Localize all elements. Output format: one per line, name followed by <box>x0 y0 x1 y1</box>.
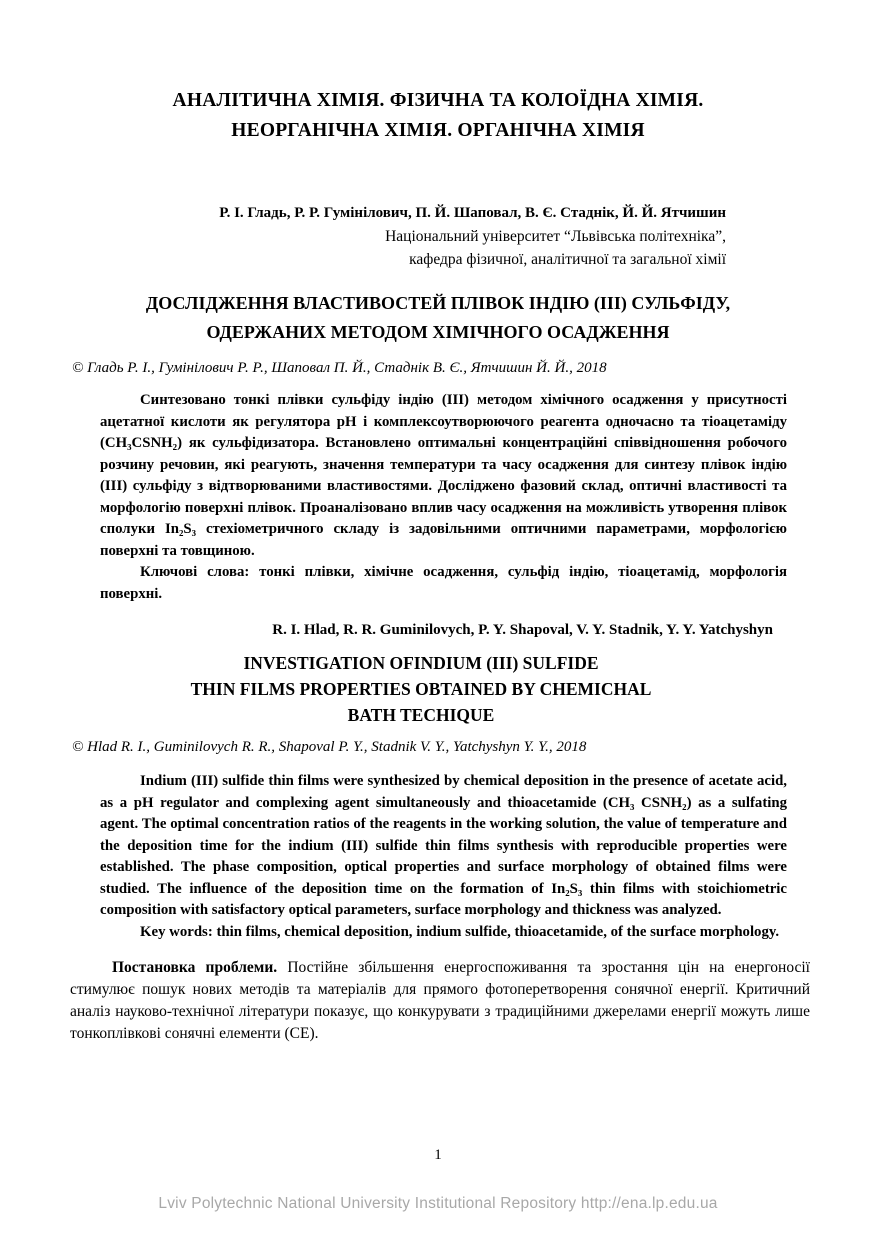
abstract-uk-text: Синтезовано тонкі плівки сульфіду індію (III) методом хімічного осадження у присутності ацетатної кислоти як регулятора pH і комплексоутворюючого реагента одночасно та тіоацетаміду (CH₃CSNH₂) як сульфідизатора. Встановлено оптимальні концентраційні співвідношення робочого розчину речовин, які реагують, значення температури та часу осадження для синтезу плівок індію (III) сульфіду з відтворюваними властивостями. Досліджено фазовий склад, оптичні властивості та морфологію поверхні плівок. Проаналізовано вплив часу осадження на можливість утворення плівок сполуки In₂S₃ стехіометричного складу із задовільними оптичними параметрами, морфологією поверхні та товщиною. <box>100 392 787 559</box>
copyright-en: © Hlad R. I., Guminilovych R. R., Shapoval P. Y., Stadnik V. Y., Yatchyshyn Y. Y., 2018 <box>72 739 587 755</box>
abstract-en-text: Indium (III) sulfide thin films were synthesized by chemical deposition in the presence of acetate acid, as a pH regulator and complexing agent simultaneously and thioacetamide (CH₃ CSNH₂) as a sulfating agent. The optimal concentration ratios of the reagents in the working solution, the value of temperature and the deposition time for the indium (III) sulfide thin films synthesis with reproducible properties were established. The phase composition, optical properties and surface morphology of obtained films were studied. The influence of the deposition time on the formation of In₂S₃ thin films with stoichiometric composition with satisfactory optical parameters, surface morphology and thickness was analyzed. <box>100 773 787 918</box>
keywords-en: Key words: thin films, chemical deposition, indium sulfide, thioacetamide, of the surface morphology. <box>140 923 780 940</box>
paper-title-uk <box>0 289 876 347</box>
page-number: 1 <box>434 1147 442 1163</box>
abstract-en <box>100 771 787 943</box>
paper-title-en-line: INVESTIGATION OFINDIUM (III) SULFIDE <box>243 653 599 673</box>
paper-title-uk-line: ДОСЛІДЖЕННЯ ВЛАСТИВОСТЕЙ ПЛІВОК ІНДІЮ (III) СУЛЬФІДУ, <box>145 293 731 313</box>
repository-footer: Lviv Polytechnic National University Institutional Repository http://ena.lp.edu.ua <box>158 1195 718 1212</box>
paper-title-en-line: BATH TECHIQUE <box>347 705 495 725</box>
problem-statement-text: Постійне збільшення енергоспоживання та зростання цін на енергоносії стимулює пошук нових методів та матеріалів для прямого фотоперетворення сонячної енергії. Критичний аналіз науково-технічної літератури показує, що конкурувати з традиційними джерелами енергії можуть лише тонкоплівкові сонячні елементи (СЕ). <box>70 959 810 1042</box>
paper-title-en <box>0 650 876 728</box>
section-header-line: НЕОРГАНІЧНА ХІМІЯ. ОРГАНІЧНА ХІМІЯ <box>231 120 645 141</box>
affiliation-line: кафедра фізичної, аналітичної та загальної хімії <box>409 251 726 268</box>
paper-title-en-line: THIN FILMS PROPERTIES OBTAINED BY CHEMICHAL <box>190 679 652 699</box>
journal-section-header <box>0 0 876 146</box>
keywords-uk: Ключові слова: тонкі плівки, хімічне осадження, сульфід індію, тіоацетамід, морфологія поверхні. <box>100 564 787 602</box>
paper-title-uk-line: ОДЕРЖАНИХ МЕТОДОМ ХІМІЧНОГО ОСАДЖЕННЯ <box>206 322 670 342</box>
authors-block-uk <box>0 202 876 271</box>
authors-en: R. I. Hlad, R. R. Guminilovych, P. Y. Shapoval, V. Y. Stadnik, Y. Y. Yatchyshyn <box>272 622 773 638</box>
affiliation-line: Національний університет “Львівська політехніка”, <box>385 228 726 245</box>
copyright-uk: © Гладь Р. І., Гумінілович Р. Р., Шаповал П. Й., Стаднік В. Є., Ятчишин Й. Й., 2018 <box>72 360 607 376</box>
problem-statement-lead: Постановка проблеми. <box>112 959 278 976</box>
abstract-uk <box>100 390 787 605</box>
section-header-line: АНАЛІТИЧНА ХІМІЯ. ФІЗИЧНА ТА КОЛОЇДНА ХІМІЯ. <box>172 90 704 111</box>
body-paragraph <box>70 957 810 1045</box>
problem-statement-paragraph <box>70 957 810 1045</box>
authors-uk: Р. І. Гладь, Р. Р. Гумінілович, П. Й. Шаповал, В. Є. Стаднік, Й. Й. Ятчишин <box>219 205 726 221</box>
